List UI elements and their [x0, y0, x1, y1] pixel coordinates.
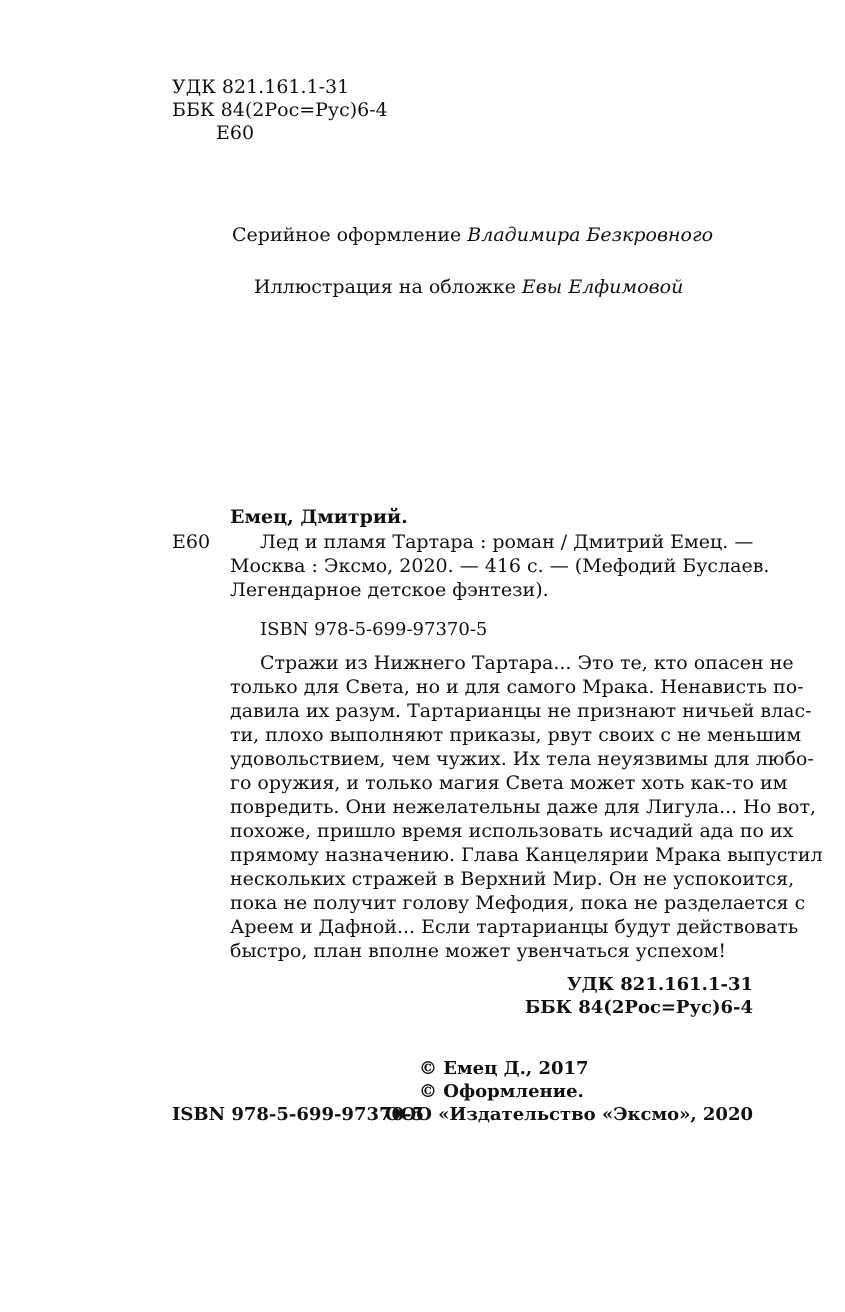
- cover-illustration-credit: [254, 275, 683, 299]
- annotation-line: только для Света, но и для самого Мрака. Ненависть по-: [230, 676, 804, 698]
- description-line: Лед и пламя Тартара : роман / Дмитрий Емец. —: [260, 531, 754, 553]
- header-bbk: ББК 84(2Рос=Рус)6-4: [172, 99, 388, 121]
- annotation-line: повредить. Они нежелательны даже для Лигула... Но вот,: [230, 796, 816, 818]
- annotation-line: быстро, план вполне может увенчаться успехом!: [230, 940, 726, 962]
- cover-illustration-name: Евы Елфимовой: [521, 276, 684, 298]
- annotation-line: го оружия, и только магия Света может хоть как-то им: [230, 772, 788, 794]
- series-design-prefix: Серийное оформление: [232, 224, 462, 246]
- catalog-isbn: ISBN 978-5-699-97370-5: [260, 619, 488, 640]
- annotation-line: удовольствием, чем чужих. Их тела неуязвимы для любо-: [230, 748, 814, 770]
- catalog-author-mark: Е60: [172, 531, 211, 553]
- annotation-line: нескольких стражей в Верхний Мир. Он не успокоится,: [230, 868, 795, 890]
- header-udk: УДК 821.161.1-31: [172, 76, 350, 98]
- annotation-line: пока не получит голову Мефодия, пока не разделается с: [230, 892, 806, 914]
- series-design-credit: [232, 223, 713, 247]
- copyright-publisher: ООО «Издательство «Эксмо», 2020: [384, 1104, 753, 1125]
- series-design-name: Владимира Безкровного: [467, 224, 714, 246]
- author-heading: Емец, Дмитрий.: [230, 506, 408, 528]
- catalog-description: [230, 530, 770, 602]
- copyright-author: © Емец Д., 2017: [419, 1058, 589, 1079]
- annotation-line: Ареем и Дафной... Если тартарианцы будут действовать: [230, 916, 799, 938]
- copyright-isbn: ISBN 978-5-699-97370-5: [172, 1104, 425, 1125]
- header-author-mark: Е60: [216, 122, 255, 144]
- description-line: Москва : Эксмо, 2020. — 416 с. — (Мефодий Буслаев.: [230, 555, 770, 577]
- cover-illustration-prefix: Иллюстрация на обложке: [254, 276, 516, 298]
- footer-bbk: ББК 84(2Рос=Рус)6-4: [524, 997, 753, 1018]
- annotation-line: давила их разум. Тартарианцы не признают ничьей влас-: [230, 700, 812, 722]
- annotation-line: похоже, пришло время использовать исчадий ада по их: [230, 820, 794, 842]
- footer-udk: УДК 821.161.1-31: [567, 974, 753, 995]
- annotation: [230, 651, 823, 963]
- annotation-line: Стражи из Нижнего Тартара... Это те, кто опасен не: [260, 652, 794, 674]
- annotation-line: ти, плохо выполняют приказы, рвут своих с не меньшим: [230, 724, 802, 746]
- annotation-line: прямому назначению. Глава Канцелярии Мрака выпустил: [230, 844, 823, 866]
- description-line: Легендарное детское фэнтези).: [230, 579, 549, 601]
- copyright-design: © Оформление.: [419, 1081, 584, 1102]
